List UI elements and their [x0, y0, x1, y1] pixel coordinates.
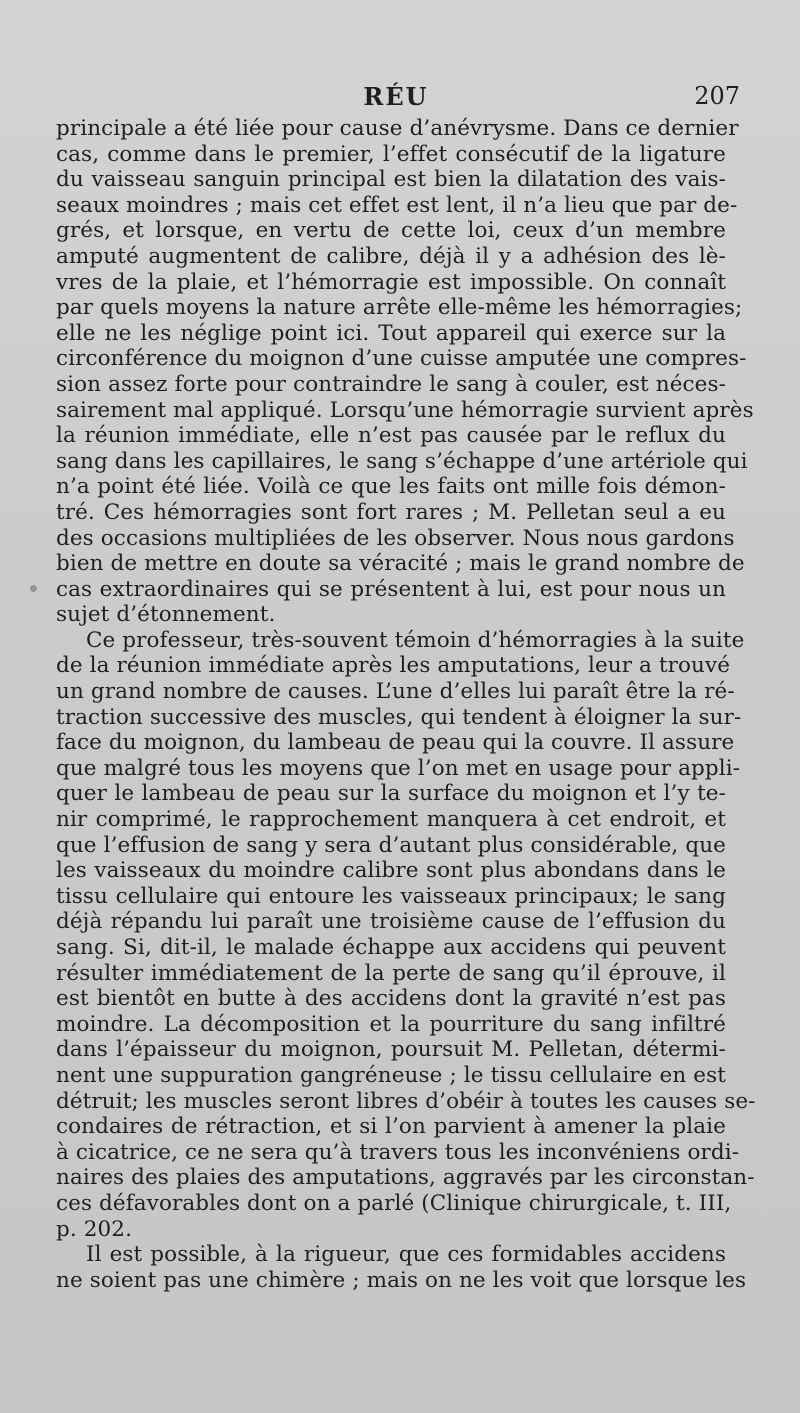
text-line: par quels moyens la nature arrête elle-même les hémorragies;	[56, 295, 743, 321]
running-head	[52, 82, 740, 116]
text-line: elle ne les néglige point ici. Tout appareil qui exerce sur la	[56, 320, 726, 346]
text-line: principale a été liée pour cause d’anévrysme. Dans ce dernier	[56, 116, 739, 141]
text-line: amputé augmentent de calibre, déjà il y a adhésion des lè-	[56, 243, 726, 269]
text-line: face du moignon, du lambeau de peau qui la couvre. Il assure	[56, 730, 735, 756]
text-line: à cicatrice, ce ne sera qu’à travers tous les inconvéniens ordi-	[56, 1139, 740, 1165]
body-text	[56, 116, 756, 1293]
text-line: détruit; les muscles seront libres d’obéir à toutes les causes se-	[56, 1088, 756, 1114]
text-line: les vaisseaux du moindre calibre sont plus abondans dans le	[56, 858, 726, 884]
paragraph-end-line: sujet d’étonnement.	[56, 602, 276, 628]
text-line: naires des plaies des amputations, aggravés par les circonstan-	[56, 1165, 755, 1191]
text-line: la réunion immédiate, elle n’est pas causée par le reflux du	[56, 423, 726, 449]
text-line: sang dans les capillaires, le sang s’échappe d’une artériole qui	[56, 448, 748, 474]
text-line: bien de mettre en doute sa véracité ; mais le grand nombre de	[56, 551, 745, 577]
text-line: moindre. La décomposition et la pourriture du sang infiltré	[56, 1011, 726, 1037]
paragraph-start-line: Ce professeur, très-souvent témoin d’hémorragies à la suite	[86, 627, 745, 653]
text-line: que l’effusion de sang y sera d’autant plus considérable, que	[56, 832, 726, 858]
text-line: traction successive des muscles, qui tendent à éloigner la sur-	[56, 704, 742, 730]
text-line: sang. Si, dit-il, le malade échappe aux accidens qui peuvent	[56, 935, 726, 960]
text-line: ces défavorables dont on a parlé (Clinique chirurgicale, t. III,	[56, 1190, 732, 1216]
text-line: tissu cellulaire qui entoure les vaisseaux principaux; le sang	[56, 883, 726, 909]
text-line: que malgré tous les moyens que l’on met en usage pour appli-	[56, 755, 741, 781]
text-line: des occasions multipliées de les observer. Nous nous gardons	[56, 525, 735, 551]
text-line: ne soient pas une chimère ; mais on ne les voit que lorsque les	[56, 1267, 747, 1293]
text-line: cas extraordinaires qui se présentent à lui, est pour nous un	[56, 576, 726, 602]
page-number: 207	[694, 82, 740, 110]
text-line: circonférence du moignon d’une cuisse amputée une compres-	[56, 346, 747, 372]
text-line: sion assez forte pour contraindre le sang à couler, est néces-	[56, 371, 726, 397]
text-line: condaires de rétraction, et si l’on parvient à amener la plaie	[56, 1114, 726, 1140]
paragraph-start-line: Il est possible, à la rigueur, que ces formidables accidens	[86, 1242, 726, 1268]
text-line: vres de la plaie, et l’hémorragie est impossible. On connaît	[56, 269, 726, 295]
text-line: déjà répandu lui paraît une troisième cause de l’effusion du	[56, 909, 726, 935]
ink-spot	[30, 585, 37, 592]
text-line: du vaisseau sanguin principal est bien la dilatation des vais-	[56, 167, 726, 193]
text-line: de la réunion immédiate après les amputations, leur a trouvé	[56, 653, 731, 679]
paragraph-end-line: p. 202.	[56, 1216, 133, 1242]
text-line: cas, comme dans le premier, l’effet consécutif de la ligature	[56, 141, 726, 167]
text-line: sairement mal appliqué. Lorsqu’une hémorragie survient après	[56, 397, 754, 423]
text-line: grés, et lorsque, en vertu de cette loi, ceux d’un membre	[56, 218, 726, 244]
text-line: quer le lambeau de peau sur la surface du moignon et l’y te-	[56, 781, 726, 807]
text-line: un grand nombre de causes. L’une d’elles lui paraît être la ré-	[56, 679, 735, 705]
text-line: dans l’épaisseur du moignon, poursuit M. Pelletan, détermi-	[56, 1037, 726, 1063]
text-line: seaux moindres ; mais cet effet est lent, il n’a lieu que par de-	[56, 192, 738, 218]
text-line: nir comprimé, le rapprochement manquera à cet endroit, et	[56, 807, 726, 833]
running-title: RÉU	[363, 82, 429, 111]
text-line: nent une suppuration gangréneuse ; le tissu cellulaire en est	[56, 1062, 726, 1088]
text-line: résulter immédiatement de la perte de sang qu’il éprouve, il	[56, 960, 726, 986]
text-line: est bientôt en butte à des accidens dont la gravité n’est pas	[56, 986, 726, 1012]
text-line: n’a point été liée. Voilà ce que les faits ont mille fois démon-	[56, 474, 726, 500]
text-line: tré. Ces hémorragies sont fort rares ; M. Pelletan seul a eu	[56, 499, 726, 525]
